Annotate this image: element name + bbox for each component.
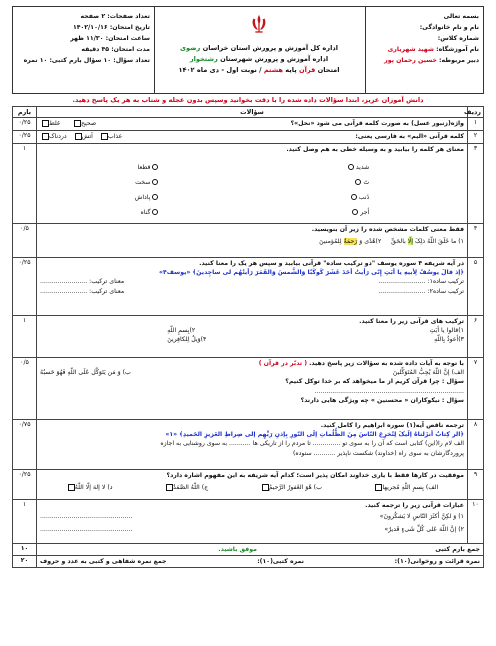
question-row-8 <box>13 420 484 470</box>
exam-title: امتحان قرآن پایه هشتم / نوبت اول - دی ماه ۱۴۰۲ <box>178 66 340 74</box>
question-row-1 <box>13 118 484 131</box>
matching-words <box>348 160 369 220</box>
question-text: عبارات قرآنی زیر را ترجمه کنید. <box>365 502 464 509</box>
verse-b: ب) وَ مَن یَتَوَکَّل عَلَى اللّهِ فَهُوَ حَسبُهُ <box>40 369 131 377</box>
question-text: کلمه قرآنی «الیم» به فارسی یعنی: <box>355 133 464 140</box>
written-grade-label: نمره کتبی(۱۰): <box>257 558 304 566</box>
dot-icon <box>348 164 354 170</box>
bismillah-text: بسمه تعالی <box>443 13 479 20</box>
iran-emblem-icon <box>248 13 270 35</box>
total-score: ۱۰ <box>13 544 37 556</box>
dot-icon <box>152 179 158 185</box>
sum-grade-label: جمع نمره شفاهی و کتبی به عدد و حروف <box>40 558 167 566</box>
match-word[interactable]: أجر <box>348 205 369 220</box>
dot-icon <box>152 194 158 200</box>
question-score: ۰/۲۵ <box>13 118 37 131</box>
option-3[interactable]: دردناک <box>40 133 67 140</box>
question-score: ۱ <box>13 144 37 224</box>
total-label: جمع بارم کتبی <box>435 546 480 553</box>
phrase-item: ۲)بِسمِ اللّهِ <box>167 327 196 335</box>
question-text: ترکیب های قرآنی زیر را معنا کنید. <box>359 318 464 325</box>
matching-meanings <box>135 160 159 220</box>
teacher-name: خسین رحمان پور <box>384 57 437 64</box>
student-notice: دانش آموزان عزیز، ابتدا سؤالات داده شده را با دقت بخوانید وسپس بدون عجله و شتاب به هر یک پاسخ دهید. <box>72 96 424 104</box>
exam-page <box>4 4 492 638</box>
match-meaning[interactable]: سخت <box>135 175 159 190</box>
translation-line-2[interactable]: پروردگارشان به سوی راه (خداوند) شکست ناپذیر ........... ستوده) <box>292 449 464 457</box>
header-exam-info <box>13 7 155 93</box>
row-header: ردیف <box>468 107 484 118</box>
sub-question-b: سؤال : نیکوکاران « محسنین » چه ویژگی هایی دارند؟ <box>300 396 464 404</box>
match-meaning[interactable]: قطعا <box>135 160 159 175</box>
question-row-2 <box>13 131 484 144</box>
question-number: ۱ <box>468 118 484 131</box>
exam-date: تاریخ امتحان: ۱۴۰۲/۱۰/۱۶ <box>72 24 150 31</box>
question-score: ۰/۷۵ <box>13 420 37 470</box>
good-luck-text: موفق باشید. <box>218 546 257 553</box>
dot-icon <box>152 164 158 170</box>
question-text: در آیه شریفه ۴ سوره یوسف "دو ترکیب ساده" قرآنی بیابید و سپس هر یک را معنا کنید. <box>199 260 464 267</box>
question-row-9 <box>13 470 484 500</box>
question-score: ۰/۵ <box>13 224 37 258</box>
page-count: تعداد صفحات: ۲ صفحه <box>80 13 150 20</box>
question-row-10 <box>13 500 484 544</box>
question-number: ۷ <box>468 358 484 420</box>
exam-duration: مدت امتحان: ۴۵ دقیقه <box>81 46 150 53</box>
sum-grade-value: ۲۰ <box>13 556 37 568</box>
sub-question-a: سؤال : چرا قرآن کریم از ما میخواهد که بر خدا توکل کنیم؟ <box>285 378 464 386</box>
match-meaning[interactable]: گناه <box>135 205 159 220</box>
student-name-label: نام و نام خانوادگی: <box>419 24 479 31</box>
verse-text: ﴿إذ قالَ یوسُفُ لِأبیهِ یا أبَتِ إِنّی رَأیتُ أحَدَ عَشَرَ کَوکَبًا وَالشَّمسَ وَالقَمَرَ رَأیتُهُم لی ساجِدینَ﴾ «یوسف۴» <box>158 269 464 277</box>
table-header-row <box>13 107 484 118</box>
dot-icon <box>152 209 158 215</box>
question-count: تعداد سؤال: ۱۰ سؤال بارم کتبی: ۱۰ نمره <box>23 57 150 64</box>
question-number: ۱۰ <box>468 500 484 544</box>
exam-header <box>12 6 484 94</box>
option-1[interactable]: عذاب <box>99 133 122 140</box>
question-number: ۴ <box>468 224 484 258</box>
phrase-item: ۴)وَیلٌ لِلکافِرینَ <box>167 336 207 344</box>
answer-field[interactable]: ............................................................................ <box>314 387 464 395</box>
matching-columns <box>40 160 464 220</box>
match-word[interactable]: تَ <box>348 175 369 190</box>
option-d[interactable]: د) لا إلهَ إلّا اللّهُ <box>66 483 113 492</box>
province-office: اداره کل آموزش و پرورش استان خراسان رضوی <box>179 44 339 52</box>
question-number: ۸ <box>468 420 484 470</box>
reading-grade-label: نمره قرائت و روخوانی(۱۰): <box>394 558 480 566</box>
question-row-7 <box>13 358 484 420</box>
question-text: موفقیت در کارها فقط با یاری خداوند امکان پذیر است؛ کدام آیه شریفه به این مفهوم اشاره دارد؟ <box>166 472 464 479</box>
question-score: ۰/۲۵ <box>13 131 37 144</box>
option-a[interactable]: الف) بِسمِ اللّهِ مُجریها <box>373 483 438 492</box>
question-number: ۲ <box>468 131 484 144</box>
checkbox-icon[interactable] <box>68 484 75 491</box>
compound-2-field[interactable]: ترکیب ساده۲: ........................ <box>378 287 464 295</box>
section-tag: ( تدبّر در قرآن ) <box>258 360 308 367</box>
meaning-1-field[interactable]: معنای ترکیب: ........................ <box>40 278 125 286</box>
questions-table <box>12 106 484 568</box>
question-score: ۱ <box>13 316 37 358</box>
header-student-info <box>365 7 483 93</box>
question-score: ۱ <box>13 500 37 544</box>
translation-line-1[interactable]: الف لام را(این) کتابی است که آن را به سوی تو .............. تا مردم را از تاریکی ها ........... به سوی روشنایی به اجازه <box>160 440 464 448</box>
teacher-line: دبیر مربوطه: خسین رحمان پور <box>384 57 479 64</box>
school-name: شهید شهریاری <box>387 46 434 53</box>
dot-icon <box>352 209 358 215</box>
option-false[interactable]: غلط <box>40 120 60 127</box>
phrase-1: ۱) ما خَلَقَ اللّهُ ذلِکَ إلّا بالحَقِّ <box>391 238 464 246</box>
answer-field[interactable]: ............................................... <box>40 513 133 521</box>
option-b[interactable]: ب) هُوَ الغَفورُ الرَّحیمُ <box>260 483 322 492</box>
score-header: بارم <box>13 107 37 118</box>
meaning-2-field[interactable]: معنای ترکیب: ........................ <box>40 287 125 295</box>
county-office: اداره آموزش و پرورش شهرستان رشتخوار <box>189 55 329 63</box>
question-row-3 <box>13 144 484 224</box>
option-c[interactable]: ج) اللّهُ الصَّمَدُ <box>164 483 208 492</box>
question-row-6 <box>13 316 484 358</box>
question-text: ترجمه ناقص آیه(۱) سوره ابراهیم را کامل کنید. <box>320 422 464 429</box>
checkbox-icon[interactable] <box>262 484 269 491</box>
question-number: ۶ <box>468 316 484 358</box>
phrase-2: ۲)هُدًى وَ رَحمَةٌ لِلمُؤمنینَ <box>319 238 382 246</box>
match-meaning[interactable]: پاداش <box>135 190 159 205</box>
checkbox-icon[interactable] <box>75 133 82 140</box>
dot-icon <box>351 194 357 200</box>
question-number: ۹ <box>468 470 484 500</box>
question-score: ۰/۲۵ <box>13 258 37 316</box>
exam-time: ساعت امتحان: ۱۱/۳۰ ظهر <box>70 35 150 42</box>
question-text: واژه(زنبور عسل) به صورت کلمه قرآنی می شود «نحل»؟ <box>290 120 464 127</box>
question-text: معنای هر کلمه را بیابید و به وسیله خطی به هم وصل کنید. <box>286 146 464 153</box>
phrase-item: ۲) إنَّ اللّهَ عَلى کُلِّ شَیءٍ قَدیرٌ» <box>384 526 464 534</box>
answer-field[interactable]: ............................................... <box>40 526 133 534</box>
question-row-4 <box>13 224 484 258</box>
header-center <box>153 7 365 93</box>
option-2[interactable]: آتش <box>73 133 93 140</box>
compound-1-field[interactable]: ترکیب ساده۱: ........................ <box>378 278 464 286</box>
question-text: با توجه به آیات داده شده به سؤالات زیر پاسخ دهید. <box>309 360 464 367</box>
question-text: فقط معنی کلمات مشخص شده را زیر آن بنویسید. <box>311 226 464 233</box>
verse-a: الف) إنَّ اللّهَ یُحِبُّ المُتَوَکِّلینَ <box>392 369 464 377</box>
question-score: ۰/۲۵ <box>13 470 37 500</box>
question-row-5 <box>13 258 484 316</box>
school-name-line: نام آموزشگاه: شهید شهریاری <box>387 46 479 53</box>
question-score: ۰/۵ <box>13 358 37 420</box>
checkbox-icon[interactable] <box>42 120 49 127</box>
checkbox-icon[interactable] <box>74 120 81 127</box>
question-number: ۵ <box>468 258 484 316</box>
checkbox-icon[interactable] <box>101 133 108 140</box>
match-word[interactable]: ذَنب <box>348 190 369 205</box>
phrase-item: ۱) وَ لکِنَّ أکثَرَ النّاسِ لا یَشکُرونَ» <box>379 513 464 521</box>
checkbox-icon[interactable] <box>42 133 49 140</box>
class-number-label: شماره کلاس: <box>437 35 479 42</box>
match-word[interactable]: شدید <box>348 160 369 175</box>
dot-icon <box>355 179 361 185</box>
total-row <box>13 544 484 556</box>
phrase-item: ۳)أعوذُ بِاللّهِ <box>434 336 464 344</box>
checkbox-icon[interactable] <box>166 484 173 491</box>
verse-text: ﴿الر کِتابٌ أنزَلناهُ إلَیکَ لِتُخرِجَ النّاسَ مِنَ الظُّلُماتِ إلَى النّورِ بِإذنِ رَبِّهِم إلى صِراطِ العَزیزِ الحَمیدِ﴾ «۱» <box>165 431 464 439</box>
option-true[interactable]: صحیح <box>72 120 96 127</box>
phrase-item: ۱)قالوا یا أبَتِ <box>429 327 464 335</box>
questions-header: سؤالات <box>37 107 468 118</box>
grades-row <box>13 556 484 568</box>
question-number: ۳ <box>468 144 484 224</box>
